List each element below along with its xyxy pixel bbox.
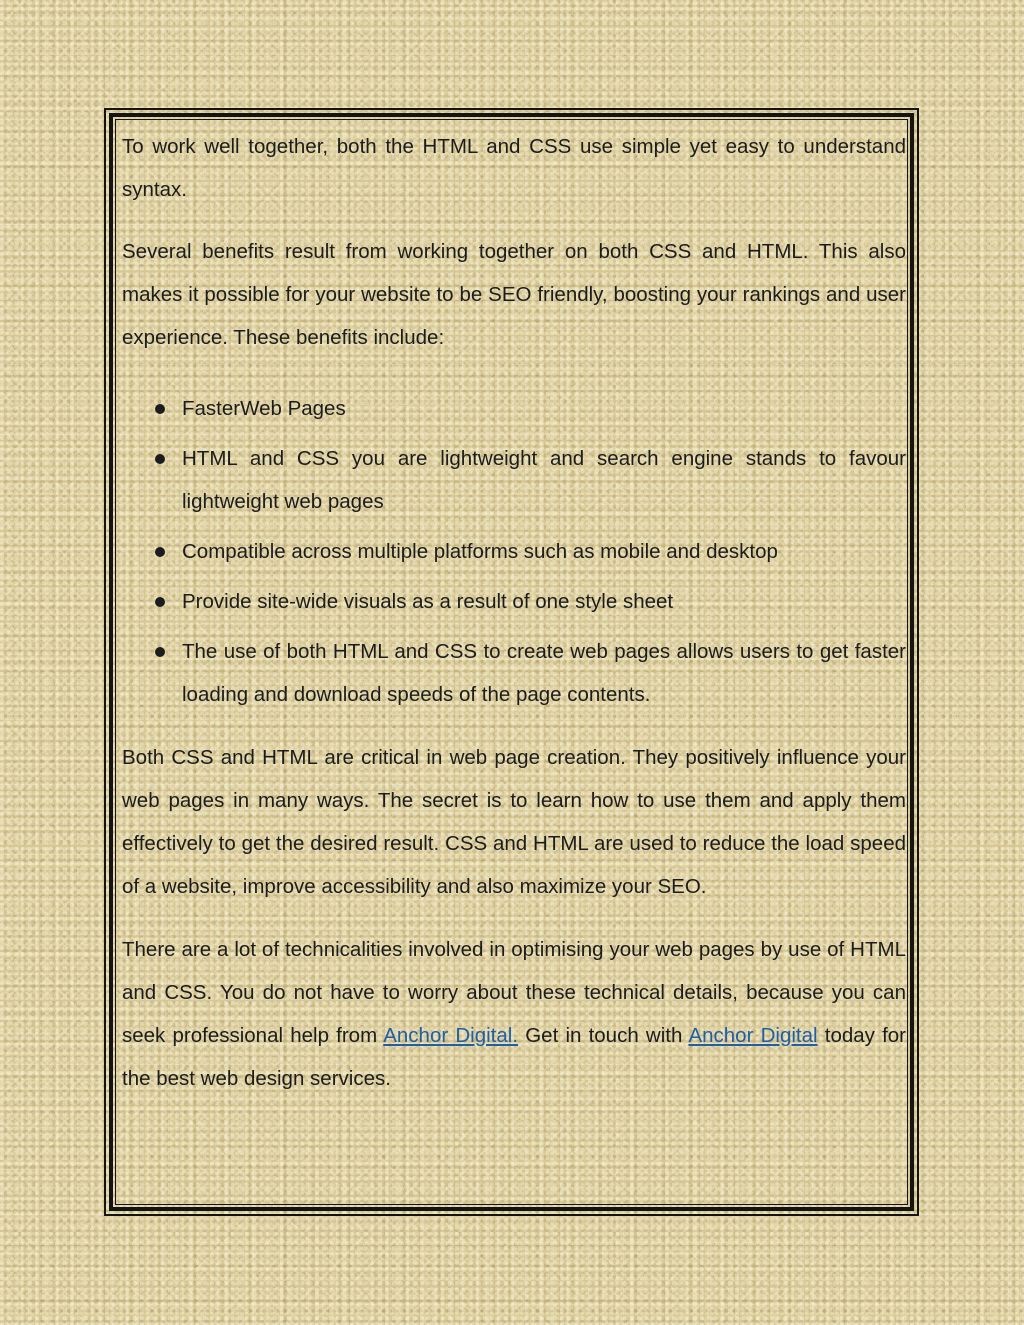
bullet-icon bbox=[155, 597, 165, 607]
list-item bbox=[122, 580, 906, 623]
anchor-digital-link-1[interactable]: Anchor Digital. bbox=[383, 1024, 519, 1047]
list-item bbox=[122, 530, 906, 573]
page-border-inner bbox=[109, 113, 914, 1211]
bullet-icon bbox=[155, 404, 165, 414]
contact-text-before: There are a lot of technicalities involved in optimising your web pages by use of HTML and CSS. You do not have to worry about these technical details, because you can seek professional help from bbox=[122, 938, 906, 1047]
contact-text-after: today for the best web design services. bbox=[122, 1024, 907, 1090]
conclusion-paragraph: Both CSS and HTML are critical in web page creation. They positively influence your web pages in many ways. The secret is to learn how to use them and apply them effectively to get the desired result. CSS and HTML are used to reduce the load speed of a website, improve accessibility and also maximize your SEO. bbox=[122, 746, 906, 898]
bullet-icon bbox=[155, 647, 165, 657]
benefits-intro-paragraph: Several benefits result from working together on both CSS and HTML. This also makes it possible for your website to be SEO friendly, boosting your rankings and user experience. These benefits include: bbox=[122, 240, 906, 349]
benefits-list bbox=[122, 387, 906, 716]
page-border bbox=[104, 108, 919, 1216]
intro-paragraph: To work well together, both the HTML and CSS use simple yet easy to understand syntax. bbox=[122, 135, 906, 201]
bullet-icon bbox=[155, 547, 165, 557]
list-item-text: Provide site-wide visuals as a result of one style sheet bbox=[182, 590, 674, 613]
contact-paragraph bbox=[122, 928, 906, 1100]
anchor-digital-link-2[interactable]: Anchor Digital bbox=[688, 1024, 818, 1047]
list-item-text: The use of both HTML and CSS to create web pages allows users to get faster loading and download speeds of the page contents. bbox=[182, 640, 906, 706]
contact-text-middle: Get in touch with bbox=[518, 1024, 689, 1047]
list-item bbox=[122, 630, 906, 716]
list-item-text: HTML and CSS you are lightweight and search engine stands to favour lightweight web pages bbox=[182, 447, 906, 513]
page-border-innermost bbox=[115, 119, 908, 1205]
list-item-text: FasterWeb Pages bbox=[182, 397, 346, 420]
bullet-icon bbox=[155, 454, 165, 464]
list-item bbox=[122, 437, 906, 523]
document-body bbox=[122, 125, 906, 1100]
list-item-text: Compatible across multiple platforms such as mobile and desktop bbox=[182, 540, 778, 563]
list-item bbox=[122, 387, 906, 430]
